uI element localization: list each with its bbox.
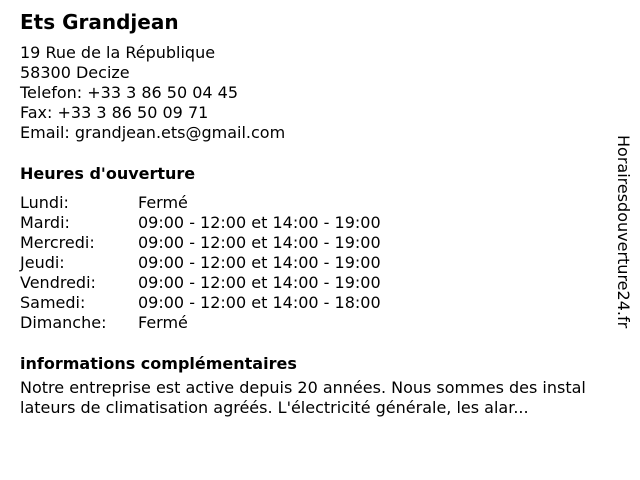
day-hours: Fermé [138, 193, 188, 212]
phone-number: Telefon: +33 3 86 50 04 45 [20, 83, 239, 102]
day-label: Jeudi: [20, 253, 65, 272]
day-hours: Fermé [138, 313, 188, 332]
hours-row-samedi [20, 293, 381, 313]
day-hours: 09:00 - 12:00 et 14:00 - 19:00 [138, 273, 381, 292]
hours-row-dimanche [20, 313, 381, 333]
day-label: Vendredi: [20, 273, 96, 292]
hours-row-lundi [20, 193, 381, 213]
hours-row-vendredi [20, 273, 381, 293]
day-label: Samedi: [20, 293, 86, 312]
day-label: Mardi: [20, 213, 70, 232]
hours-row-mercredi [20, 233, 381, 253]
additional-info-heading: informations complémentaires [20, 354, 297, 373]
info-text-line-1: Notre entreprise est active depuis 20 années. Nous sommes des instal [20, 378, 586, 397]
day-hours: 09:00 - 12:00 et 14:00 - 19:00 [138, 253, 381, 272]
info-text-line-2: lateurs de climatisation agréés. L'électricité générale, les alar... [20, 398, 529, 417]
additional-info-text [20, 378, 632, 418]
day-hours: 09:00 - 12:00 et 14:00 - 19:00 [138, 213, 381, 232]
day-label: Dimanche: [20, 313, 107, 332]
city-postcode: 58300 Decize [20, 63, 130, 82]
business-name: Ets Grandjean [20, 10, 179, 34]
day-label: Lundi: [20, 193, 69, 212]
site-watermark: Horairesdouverture24.fr [614, 135, 633, 329]
contact-block [20, 43, 285, 143]
opening-hours-heading: Heures d'ouverture [20, 164, 196, 183]
day-hours: 09:00 - 12:00 et 14:00 - 18:00 [138, 293, 381, 312]
hours-row-mardi [20, 213, 381, 233]
street-address: 19 Rue de la République [20, 43, 216, 62]
day-hours: 09:00 - 12:00 et 14:00 - 19:00 [138, 233, 381, 252]
fax-number: Fax: +33 3 86 50 09 71 [20, 103, 209, 122]
opening-hours-table [20, 193, 381, 333]
hours-row-jeudi [20, 253, 381, 273]
email-address: Email: grandjean.ets@gmail.com [20, 123, 286, 142]
day-label: Mercredi: [20, 233, 95, 252]
